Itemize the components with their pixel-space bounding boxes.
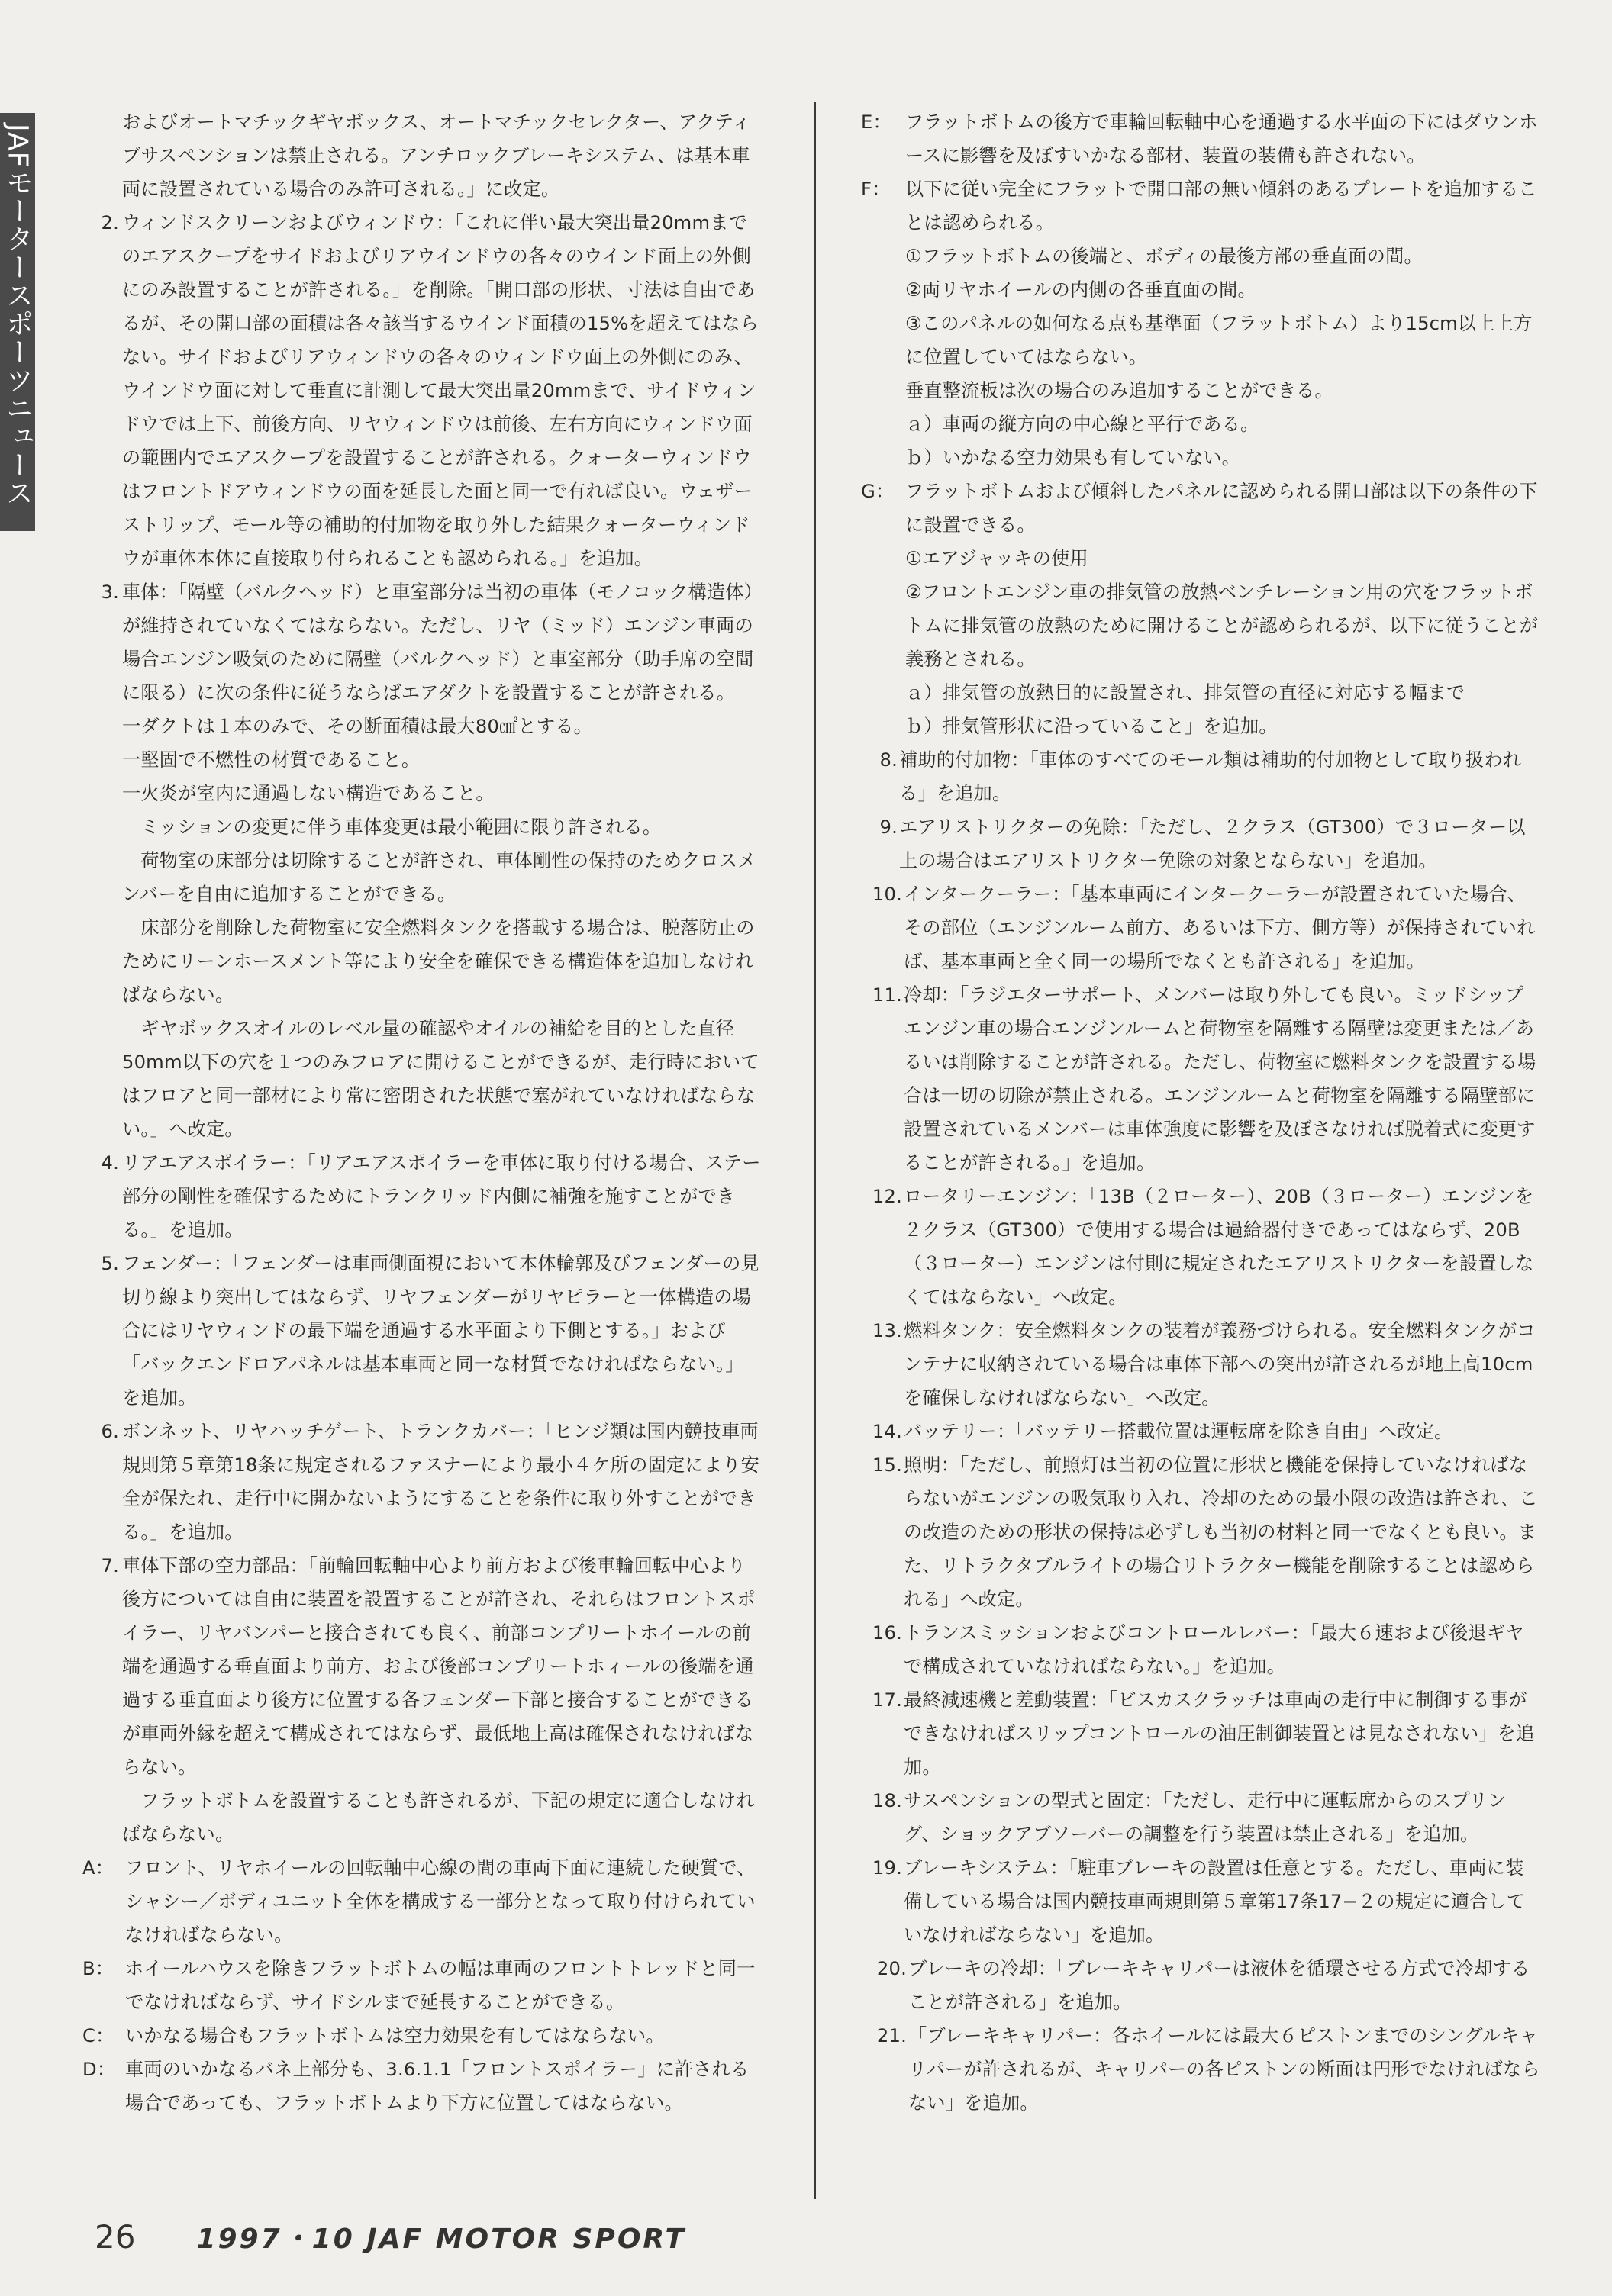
item-number: 21. <box>876 2025 907 2046</box>
paragraph <box>82 1415 762 1549</box>
paragraph-text: ブレーキシステム：「駐車ブレーキの設置は任意とする。ただし、車両に装備している場合は国内競技車両規則第５章第17条17−２の規定に適合していなければならない」を追加。 <box>904 1857 1526 1946</box>
item-number <box>861 575 905 676</box>
paragraph <box>82 1549 762 1784</box>
paragraph-text: ②両リヤホイールの内側の各垂直面の間。 <box>905 279 1256 301</box>
item-number: 11. <box>872 984 902 1006</box>
paragraph <box>82 2053 762 2120</box>
item-number <box>82 911 122 1012</box>
paragraph-text: 車体下部の空力部品：「前輪回転軸中心より前方および後車輪回転中心より後方については自由に装置を設置することが許され、それらはフロントスポイラー、リヤバンパーと接合されても良く、前部コンプリートホイールの前端を通過する垂直面より前方、および後部コンプリートホィールの後端を通過する垂直面より後方に位置する各フェンダー下部と接合することができるが車両外縁を超えて構成されてはならず、最低地上高は確保されなければならない。 <box>122 1555 756 1778</box>
paragraph-text: ｂ）排気管形状に沿っていること」を追加。 <box>905 716 1278 737</box>
paragraph <box>861 1180 1540 1314</box>
paragraph-text: いかなる場合もフラットボトムは空力効果を有してはならない。 <box>125 2025 665 2046</box>
item-number: 7. <box>101 1555 119 1576</box>
paragraph-text: ａ）排気管の放熱目的に設置され、排気管の直径に対応する幅まで <box>905 682 1465 704</box>
item-number: D： <box>82 2059 116 2080</box>
paragraph <box>861 1448 1540 1616</box>
paragraph <box>861 105 1540 172</box>
item-number: 9. <box>879 816 898 838</box>
paragraph-text: フラットボトムの後方で車輪回転軸中心を通過する水平面の下にはダウンホースに影響を及ぼすいかなる部材、装置の装備も許されない。 <box>905 111 1538 166</box>
paragraph <box>861 810 1540 878</box>
paragraph-text: サスペンションの型式と固定：「ただし、走行中に運転席からのスプリング、ショックアブソーバーの調整を行う装置は禁止される」を追加。 <box>904 1790 1507 1845</box>
item-number <box>861 542 905 575</box>
paragraph <box>82 1247 762 1415</box>
paragraph <box>861 240 1540 273</box>
section-tab <box>0 113 35 531</box>
item-number <box>82 1012 122 1146</box>
paragraph <box>861 441 1540 475</box>
item-number <box>82 777 122 810</box>
item-number: F： <box>861 179 891 200</box>
paragraph-text: 車体：「隔壁（バルクヘッド）と車室部分は当初の車体（モノコック構造体）が維持されていなくてはならない。ただし、リヤ（ミッド）エンジン車両の場合エンジン吸気のために隔壁（バルクヘッド）と車室部分（助手席の空間に限る）に次の条件に従うならばエアダクトを設置することが許される。 <box>122 581 754 704</box>
item-number <box>82 810 122 844</box>
item-number: 19. <box>872 1857 902 1879</box>
page-number: 26 <box>95 2218 136 2256</box>
item-number: 20. <box>876 1958 907 1979</box>
item-number <box>861 710 905 743</box>
paragraph <box>82 1851 762 1952</box>
paragraph-text: 垂直整流板は次の場合のみ追加することができる。 <box>905 380 1333 401</box>
paragraph <box>861 878 1540 978</box>
paragraph <box>861 978 1540 1180</box>
paragraph-text: 冷却：「ラジエターサポート、メンバーは取り外しても良い。ミッドシップエンジン車の場合エンジンルームと荷物室を隔離する隔壁は変更または／あるいは削除することが許される。ただし、荷物室に燃料タンクを設置する場合は一切の切除が禁止される。エンジンルームと荷物室を隔離する隔壁部に設置されているメンバーは車体強度に影響を及ぼさなければ脱着式に変更することが許される。」を追加。 <box>904 984 1536 1174</box>
paragraph <box>861 1784 1540 1851</box>
item-number <box>861 441 905 475</box>
paragraph-text: 以下に従い完全にフラットで開口部の無い傾斜のあるプレートを追加することは認められる。 <box>905 179 1537 233</box>
item-number: 12. <box>872 1186 902 1207</box>
paragraph <box>82 710 762 743</box>
paragraph-text: 燃料タンク：安全燃料タンクの装着が義務づけられる。安全燃料タンクがコンテナに収納されている場合は車体下部への突出が許されるが地上高10cmを確保しなければならない」へ改定。 <box>904 1320 1536 1409</box>
item-number: E： <box>861 111 891 133</box>
paragraph <box>861 1616 1540 1683</box>
item-number <box>82 844 122 911</box>
item-number <box>82 105 122 206</box>
paragraph-text: 「ブレーキキャリパー：各ホイールには最大６ピストンまでのシングルキャリパーが許されるが、キャリパーの各ピストンの断面は円形でなければならない」を追加。 <box>908 2025 1540 2114</box>
paragraph <box>861 676 1540 710</box>
paragraph-text: フェンダー：「フェンダーは車両側面視において本体輪郭及びフェンダーの見切り線より突出してはならず、リヤフェンダーがリヤピラーと一体構造の場合にはリヤウィンドの最下端を通過する水平面より下側とする。」および「バックエンドロアパネルは基本車両と同一な材質でなければならない。」を追加。 <box>122 1253 759 1409</box>
left-column <box>82 105 762 2120</box>
item-number <box>82 710 122 743</box>
paragraph-text: ①フラットボトムの後端と、ボディの最後方部の垂直面の間。 <box>905 246 1423 267</box>
paragraph <box>861 475 1540 542</box>
item-number: 5. <box>101 1253 119 1274</box>
paragraph-text: 一ダクトは１本のみで、その断面積は最大80㎠とする。 <box>122 716 592 737</box>
item-number: C： <box>82 2025 114 2046</box>
paragraph-text: ギヤボックスオイルのレベル量の確認やオイルの補給を目的とした直径50mm以下の穴を１つのみフロアに開けることができるが、走行時においてはフロアと同一部材により常に密閉された状態で塞がれていなければならない。」へ改定。 <box>122 1018 759 1140</box>
item-number <box>861 407 905 441</box>
page-footer <box>95 2217 686 2256</box>
paragraph-text: ロータリーエンジン：「13B（２ローター）、20B（３ローター）エンジンを２クラス（GT300）で使用する場合は過給器付きであってはならず、20B（３ローター）エンジンは付則に規定されたエアリストリクターを設置しなくてはならない」へ改定。 <box>904 1186 1534 1308</box>
paragraph-text: ｂ）いかなる空力効果も有していない。 <box>905 447 1240 469</box>
paragraph <box>82 206 762 575</box>
paragraph-text: ③このパネルの如何なる点も基準面（フラットボトム）より15cm以上上方に位置していてはならない。 <box>905 313 1533 368</box>
paragraph-text: インタークーラー：「基本車両にインタークーラーが設置されていた場合、その部位（エンジンルーム前方、あるいは下方、側方等）が保持されていれば、基本車両と全く同一の場所でなくとも許される」を追加。 <box>904 884 1536 972</box>
item-number: 17. <box>872 1689 902 1711</box>
item-number <box>82 1784 122 1851</box>
paragraph-text: フロント、リヤホイールの回転軸中心線の間の車両下面に連続した硬質で、シャシー／ボディユニット全体を構成する一部分となって取り付けられていなければならない。 <box>125 1857 756 1946</box>
paragraph <box>861 710 1540 743</box>
paragraph <box>82 105 762 206</box>
item-number <box>861 307 905 374</box>
item-number: 6. <box>101 1421 119 1442</box>
paragraph <box>82 777 762 810</box>
item-number <box>861 240 905 273</box>
paragraph-text: フラットボトムを設置することも許されるが、下記の規定に適合しなければならない。 <box>122 1790 755 1845</box>
paragraph-text: トランスミッションおよびコントロールレバー：「最大６速および後退ギヤで構成されていなければならない。」を追加。 <box>904 1622 1524 1677</box>
paragraph <box>861 1415 1540 1448</box>
column-divider <box>814 102 816 2199</box>
paragraph-text: 車両のいかなるバネ上部分も、3.6.1.1「フロントスポイラー」に許される場合であっても、フラットボトムより下方に位置してはならない。 <box>125 2059 750 2114</box>
paragraph <box>82 1952 762 2019</box>
paragraph <box>861 1851 1540 1952</box>
paragraph-text: ブレーキの冷却：「ブレーキキャリパーは液体を循環させる方式で冷却することが許される」を追加。 <box>908 1958 1530 2013</box>
item-number: 2. <box>101 212 119 233</box>
paragraph <box>861 743 1540 810</box>
item-number: 10. <box>872 884 902 905</box>
paragraph-text: ａ）車両の縦方向の中心線と平行である。 <box>905 414 1259 435</box>
item-number: 14. <box>872 1421 902 1442</box>
paragraph <box>861 542 1540 575</box>
right-column <box>861 105 1540 2120</box>
paragraph-text: 荷物室の床部分は切除することが許され、車体剛性の保持のためクロスメンバーを自由に追加することができる。 <box>122 850 756 905</box>
paragraph-text: 最終減速機と差動装置：「ビスカスクラッチは車両の走行中に制御する事ができなければスリップコントロールの油圧制御装置とは見なされない」を追加。 <box>904 1689 1535 1778</box>
item-number: 18. <box>872 1790 902 1811</box>
paragraph <box>82 575 762 710</box>
paragraph <box>861 172 1540 240</box>
paragraph <box>82 743 762 777</box>
paragraph <box>861 1314 1540 1415</box>
magazine-title: 1997・10 JAF MOTOR SPORT <box>196 2224 687 2255</box>
item-number: B： <box>82 1958 114 1979</box>
paragraph-text: 床部分を削除した荷物室に安全燃料タンクを搭載する場合は、脱落防止のためにリーンホースメント等により安全を確保できる構造体を追加しなければならない。 <box>122 917 755 1006</box>
paragraph <box>861 1683 1540 1784</box>
paragraph-text: 一火炎が室内に通過しない構造であること。 <box>122 783 495 804</box>
item-number: 3. <box>101 581 119 603</box>
paragraph-text: エアリストリクターの免除：「ただし、２クラス（GT300）で３ローター以上の場合はエアリストリクター免除の対象とならない」を追加。 <box>899 816 1526 871</box>
paragraph-text: リアエアスポイラー：「リアエアスポイラーを車体に取り付ける場合、ステー部分の剛性を確保するためにトランクリッド内側に補強を施すことができる。」を追加。 <box>122 1152 761 1241</box>
paragraph <box>861 307 1540 374</box>
item-number <box>82 743 122 777</box>
item-number <box>861 676 905 710</box>
paragraph-text: ミッションの変更に伴う車体変更は最小範囲に限り許される。 <box>122 816 662 838</box>
item-number: 15. <box>872 1454 902 1476</box>
paragraph <box>82 1146 762 1247</box>
paragraph <box>861 407 1540 441</box>
paragraph <box>82 2019 762 2053</box>
item-number: A： <box>82 1857 114 1879</box>
paragraph <box>861 575 1540 676</box>
item-number <box>861 273 905 307</box>
paragraph-text: バッテリー：「バッテリー搭載位置は運転席を除き自由」へ改定。 <box>904 1421 1453 1442</box>
paragraph-text: ②フロントエンジン車の排気管の放熱ベンチレーション用の穴をフラットボトムに排気管の放熱のために開けることが認められるが、以下に従うことが義務とされる。 <box>905 581 1539 670</box>
paragraph <box>861 1952 1540 2019</box>
paragraph-text: ①エアジャッキの使用 <box>905 548 1088 569</box>
paragraph-text: 照明：「ただし、前照灯は当初の位置に形状と機能を保持していなければならないがエンジンの吸気取り入れ、冷却のための最小限の改造は許され、この改造のための形状の保持は必ずしも当初の材料と同一でなくとも良い。また、リトラクタブルライトの場合リトラクター機能を削除することは認められる」へ改定。 <box>904 1454 1538 1610</box>
item-number: 8. <box>879 749 898 771</box>
item-number: G： <box>861 481 895 502</box>
section-tab-label: JAFモータースポーツニュース <box>2 124 34 507</box>
paragraph <box>82 810 762 844</box>
item-number <box>861 374 905 407</box>
paragraph-text: 補助的付加物：「車体のすべてのモール類は補助的付加物として取り扱われる」を追加。 <box>899 749 1522 804</box>
paragraph-text: ホイールハウスを除きフラットボトムの幅は車両のフロントトレッドと同一でなければならず、サイドシルまで延長することができる。 <box>125 1958 756 2013</box>
item-number: 4. <box>101 1152 119 1174</box>
paragraph-text: ウィンドスクリーンおよびウィンドウ：「これに伴い最大突出量20mmまでのエアスクープをサイドおよびリアウインドウの各々のウインド面上の外側にのみ設置することが許される。」を削除。「開口部の形状、寸法は自由であるが、その開口部の面積は各々該当するウインド面積の15%を超えてはならない。サイドおよびリアウィンドウの各々のウィンドウ面上の外側にのみ、ウインドウ面に対して垂直に計測して最大突出量20mmまで、サイドウィンドウでは上下、前後方向、リヤウィンドウは前後、左右方向にウィンドウ面の範囲内でエアスクープを設置することが許される。クォーターウィンドウはフロントドアウィンドウの面を延長した面と同一で有れば良い。ウェザーストリップ、モール等の補助的付加物を取り外した結果クォーターウィンドウが車体本体に直接取り付られることも認められる。」を追加。 <box>122 212 759 569</box>
paragraph <box>82 1784 762 1851</box>
paragraph <box>82 911 762 1012</box>
paragraph <box>82 844 762 911</box>
item-number: 13. <box>872 1320 902 1341</box>
paragraph <box>82 1012 762 1146</box>
paragraph-text: 一堅固で不燃性の材質であること。 <box>122 749 421 771</box>
paragraph-text: フラットボトムおよび傾斜したパネルに認められる開口部は以下の条件の下に設置できる。 <box>905 481 1538 536</box>
paragraph-text: およびオートマチックギヤボックス、オートマチックセレクター、アクティブサスペンションは禁止される。アンチロックブレーキシステム、は基本車両に設置されている場合のみ許可される。」に改定。 <box>122 111 751 200</box>
paragraph <box>861 374 1540 407</box>
paragraph <box>861 2019 1540 2120</box>
paragraph <box>861 273 1540 307</box>
item-number: 16. <box>872 1622 902 1644</box>
paragraph-text: ボンネット、リヤハッチゲート、トランクカバー：「ヒンジ類は国内競技車両規則第５章第18条に規定されるファスナーにより最小４ケ所の固定により安全が保たれ、走行中に開かないようにすることを条件に取り外すことができる。」を追加。 <box>122 1421 759 1543</box>
